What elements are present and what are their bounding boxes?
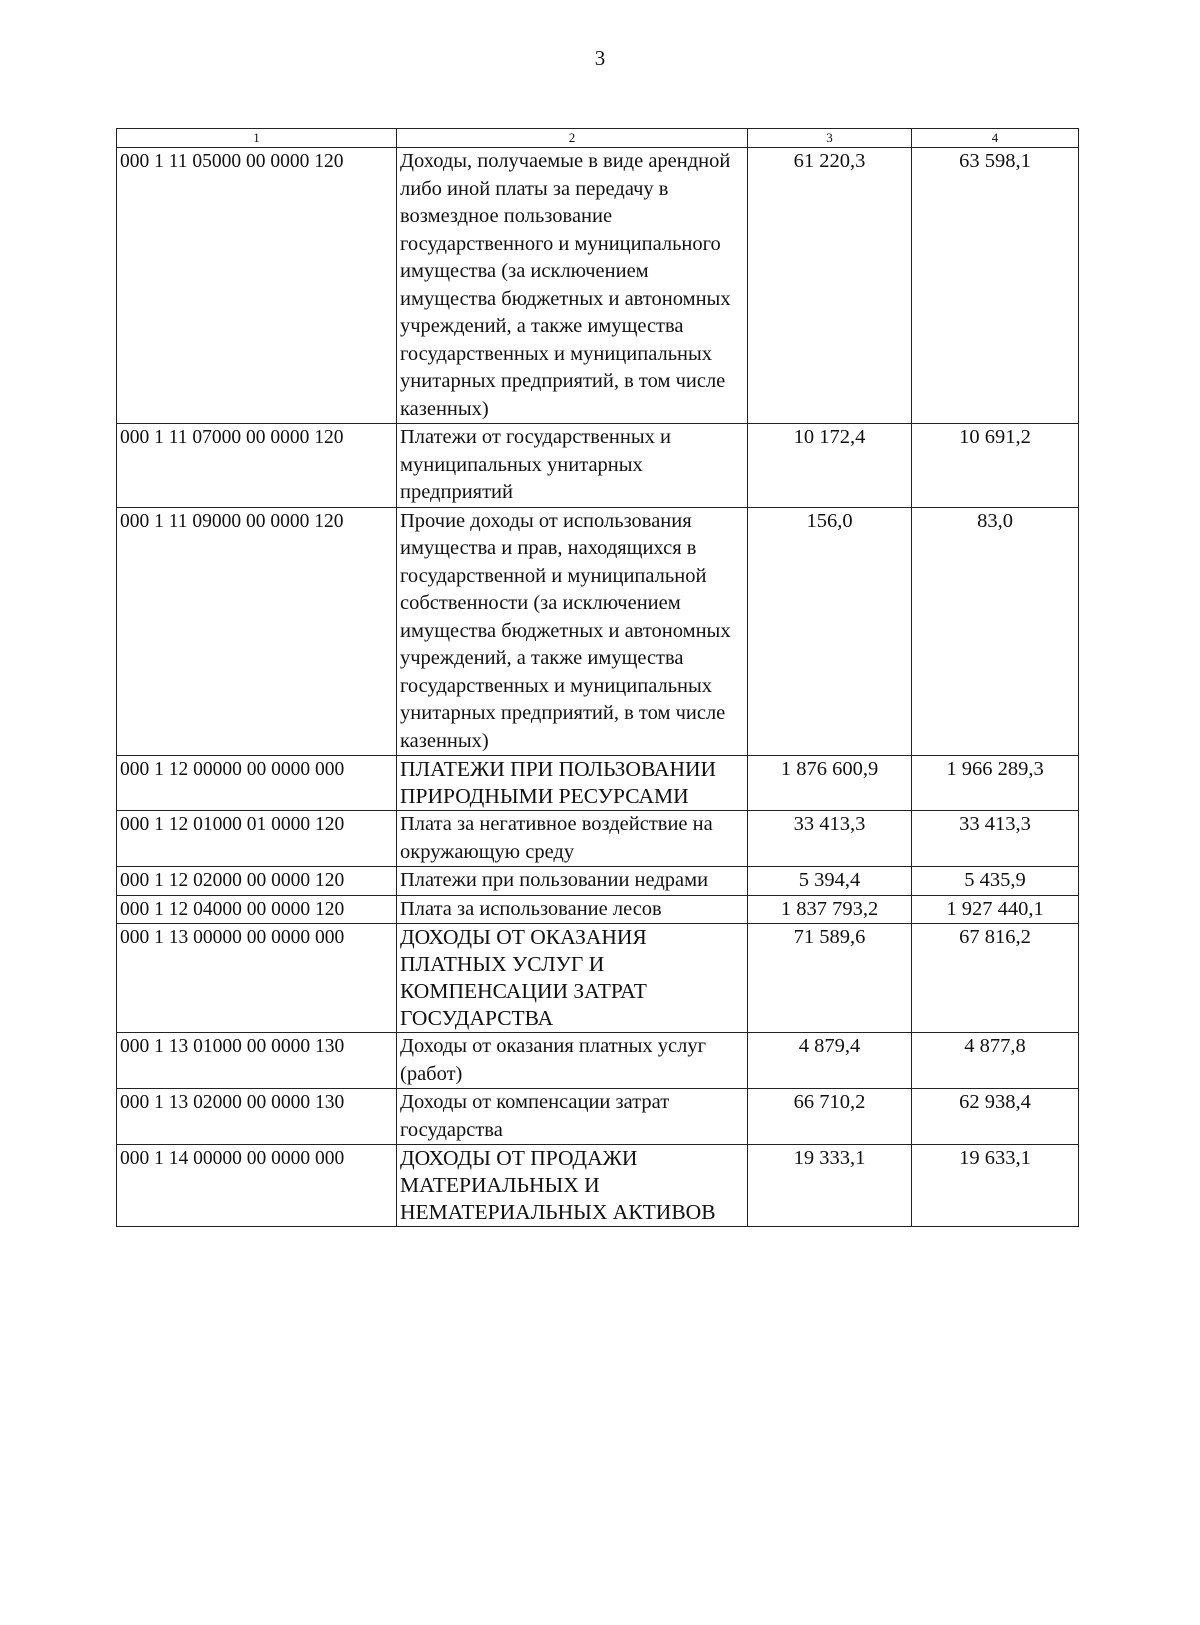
table-row xyxy=(117,1033,1079,1089)
revenue-name: Доходы от компенсации затрат государства xyxy=(397,1089,748,1145)
table-row xyxy=(117,1145,1079,1227)
revenue-name: Плата за использование лесов xyxy=(397,895,748,924)
amount-col3: 10 172,4 xyxy=(748,424,912,508)
budget-code: 000 1 12 02000 00 0000 120 xyxy=(117,867,397,896)
budget-code: 000 1 12 00000 00 0000 000 xyxy=(117,756,397,811)
amount-col4: 10 691,2 xyxy=(912,424,1079,508)
revenue-name: ДОХОДЫ ОТ ПРОДАЖИ МАТЕРИАЛЬНЫХ И НЕМАТЕРИАЛЬНЫХ АКТИВОВ xyxy=(397,1145,748,1227)
revenue-name: Прочие доходы от использования имущества и прав, находящихся в государственной и муниципальной собственности (за исключением имущества бюджетных и автономных учреждений, а также имущества государственных и муниципальных унитарных предприятий, в том числе казенных) xyxy=(397,507,748,756)
budget-code: 000 1 13 02000 00 0000 130 xyxy=(117,1089,397,1145)
amount-col3: 61 220,3 xyxy=(748,148,912,424)
table-row xyxy=(117,424,1079,508)
revenue-name: ДОХОДЫ ОТ ОКАЗАНИЯ ПЛАТНЫХ УСЛУГ И КОМПЕНСАЦИИ ЗАТРАТ ГОСУДАРСТВА xyxy=(397,924,748,1033)
amount-col3: 33 413,3 xyxy=(748,811,912,867)
budget-code: 000 1 13 00000 00 0000 000 xyxy=(117,924,397,1033)
amount-col3: 1 837 793,2 xyxy=(748,895,912,924)
revenue-name: Платежи при пользовании недрами xyxy=(397,867,748,896)
column-header: 4 xyxy=(912,129,1079,148)
budget-code: 000 1 12 01000 01 0000 120 xyxy=(117,811,397,867)
amount-col4: 1 927 440,1 xyxy=(912,895,1079,924)
table-row xyxy=(117,1089,1079,1145)
budget-code: 000 1 11 09000 00 0000 120 xyxy=(117,507,397,756)
revenue-name: Доходы от оказания платных услуг (работ) xyxy=(397,1033,748,1089)
revenue-name: ПЛАТЕЖИ ПРИ ПОЛЬЗОВАНИИ ПРИРОДНЫМИ РЕСУРСАМИ xyxy=(397,756,748,811)
table-row xyxy=(117,148,1079,424)
column-header: 2 xyxy=(397,129,748,148)
amount-col4: 83,0 xyxy=(912,507,1079,756)
table-row xyxy=(117,756,1079,811)
table-row xyxy=(117,811,1079,867)
revenue-table xyxy=(116,128,1079,1227)
amount-col4: 4 877,8 xyxy=(912,1033,1079,1089)
budget-code: 000 1 13 01000 00 0000 130 xyxy=(117,1033,397,1089)
amount-col3: 156,0 xyxy=(748,507,912,756)
revenue-name: Платежи от государственных и муниципальных унитарных предприятий xyxy=(397,424,748,508)
page-number: 3 xyxy=(594,46,606,70)
revenue-name: Плата за негативное воздействие на окружающую среду xyxy=(397,811,748,867)
amount-col4: 33 413,3 xyxy=(912,811,1079,867)
budget-code: 000 1 11 07000 00 0000 120 xyxy=(117,424,397,508)
amount-col3: 19 333,1 xyxy=(748,1145,912,1227)
budget-code: 000 1 14 00000 00 0000 000 xyxy=(117,1145,397,1227)
table-row xyxy=(117,867,1079,896)
column-header: 3 xyxy=(748,129,912,148)
amount-col4: 63 598,1 xyxy=(912,148,1079,424)
header-row xyxy=(117,129,1079,148)
amount-col4: 1 966 289,3 xyxy=(912,756,1079,811)
amount-col3: 1 876 600,9 xyxy=(748,756,912,811)
amount-col4: 62 938,4 xyxy=(912,1089,1079,1145)
amount-col3: 5 394,4 xyxy=(748,867,912,896)
budget-code: 000 1 12 04000 00 0000 120 xyxy=(117,895,397,924)
budget-code: 000 1 11 05000 00 0000 120 xyxy=(117,148,397,424)
amount-col4: 19 633,1 xyxy=(912,1145,1079,1227)
amount-col3: 71 589,6 xyxy=(748,924,912,1033)
revenue-name: Доходы, получаемые в виде арендной либо иной платы за передачу в возмездное пользование государственного и муниципального имущества (за исключением имущества бюджетных и автономных учреждений, а также имущества государственных и муниципальных унитарных предприятий, в том числе казенных) xyxy=(397,148,748,424)
amount-col3: 4 879,4 xyxy=(748,1033,912,1089)
table-row xyxy=(117,507,1079,756)
amount-col3: 66 710,2 xyxy=(748,1089,912,1145)
amount-col4: 67 816,2 xyxy=(912,924,1079,1033)
column-header: 1 xyxy=(117,129,397,148)
amount-col4: 5 435,9 xyxy=(912,867,1079,896)
table-row xyxy=(117,924,1079,1033)
table-row xyxy=(117,895,1079,924)
